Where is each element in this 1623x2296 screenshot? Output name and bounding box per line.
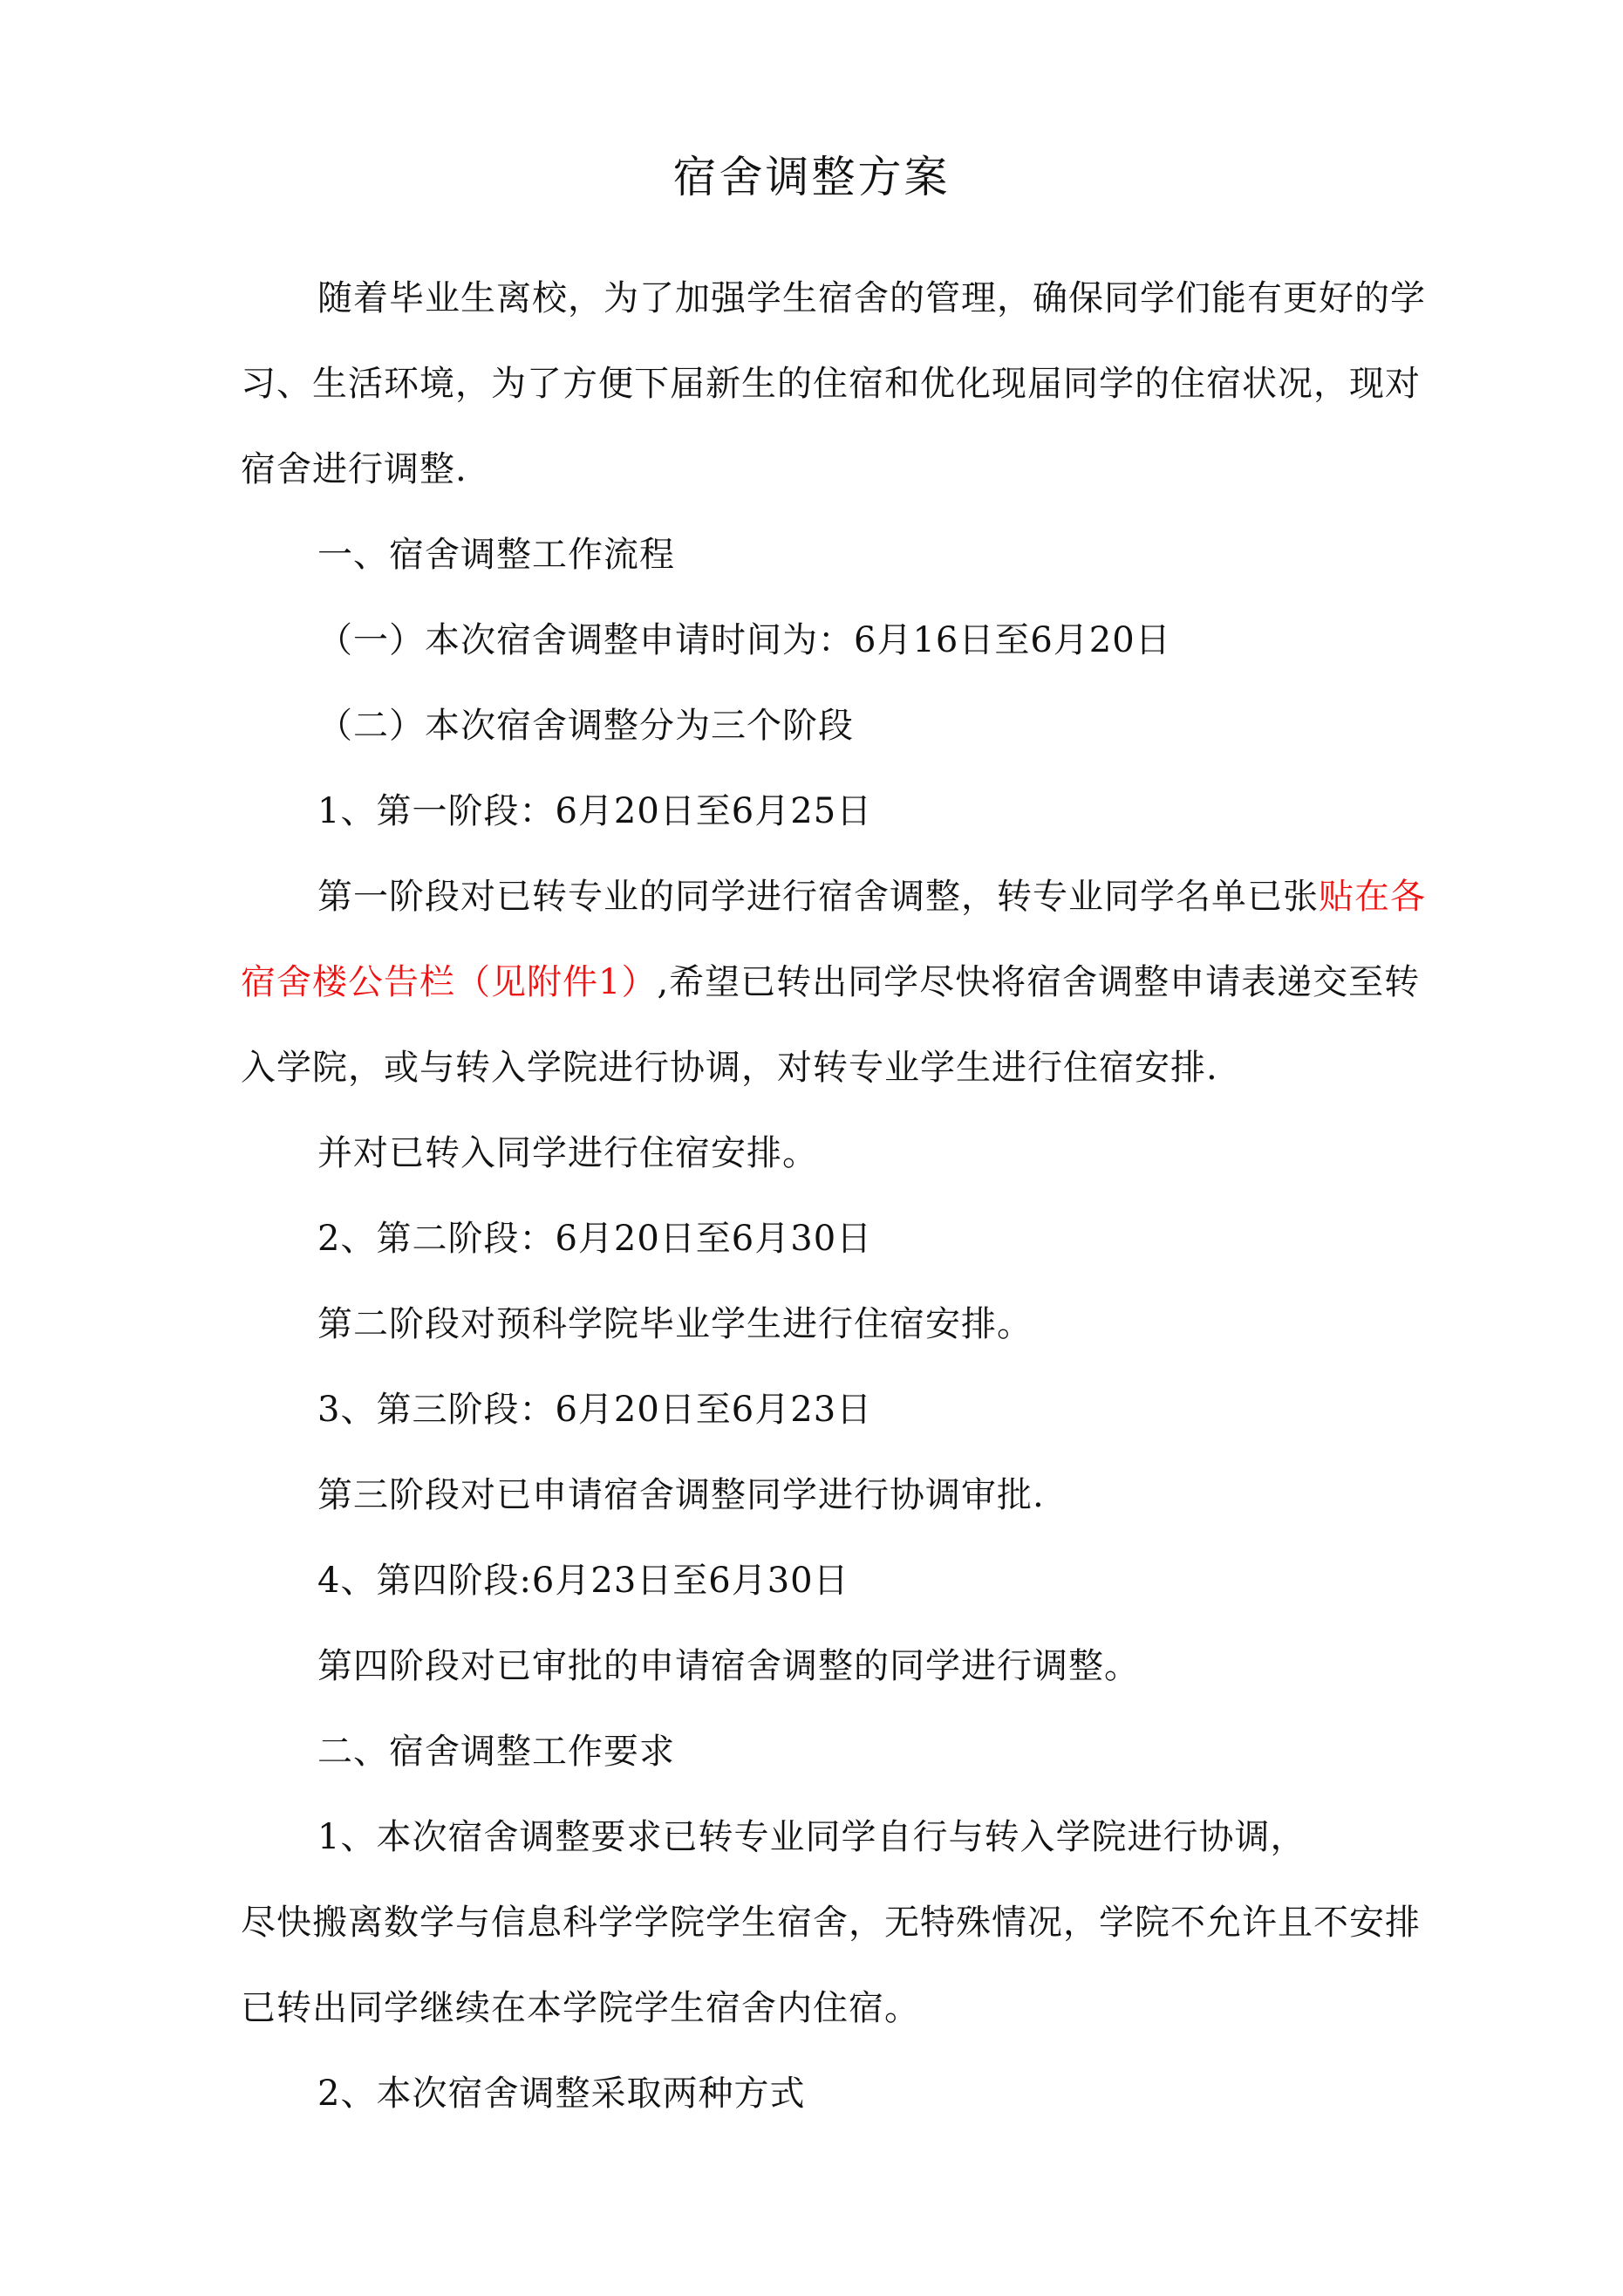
section1-heading: 一、宿舍调整工作流程: [317, 535, 675, 575]
stage1-para-line-1: [317, 871, 1426, 923]
stage1-para-line-1-text: 第一阶段对已转专业的同学进行宿舍调整，转专业同学名单已张: [317, 877, 1319, 917]
req1-line-2: 尽快搬离数学与信息科学学院学生宿舍，无特殊情况，学院不允许且不安排: [241, 1903, 1421, 1943]
stage2-label: 2、第二阶段：6月20日至6月30日: [317, 1219, 873, 1259]
stage1-para-line-3: 入学院，或与转入学院进行协调，对转专业学生进行住宿安排.: [241, 1048, 1218, 1088]
section1-item1: （一）本次宿舍调整申请时间为：6月16日至6月20日: [317, 620, 1171, 660]
document-title: 宿舍调整方案: [672, 152, 951, 202]
stage1-highlight-start: 贴在各: [1319, 877, 1426, 917]
stage1-highlight-end: 宿舍楼公告栏（见附件1）: [241, 962, 658, 1002]
stage2-para: 第二阶段对预科学院毕业学生进行住宿安排。: [317, 1304, 1033, 1344]
req1-line-3: 已转出同学继续在本学院学生宿舍内住宿。: [241, 1988, 920, 2028]
section1-item2: （二）本次宿舍调整分为三个阶段: [317, 706, 854, 746]
req1-line-1: 1、本次宿舍调整要求已转专业同学自行与转入学院进行协调，: [317, 1817, 1306, 1857]
stage3-para: 第三阶段对已申请宿舍调整同学进行协调审批.: [317, 1475, 1045, 1515]
section2-heading: 二、宿舍调整工作要求: [317, 1732, 675, 1772]
stage1-para-line-2-text: ,希望已转出同学尽快将宿舍调整申请表递交至转: [657, 962, 1421, 1002]
req2-line: 2、本次宿舍调整采取两种方式: [317, 2074, 806, 2114]
stage1-para-line-2: [241, 956, 1420, 1008]
stage1-label: 1、第一阶段：6月20日至6月25日: [317, 791, 873, 831]
stage4-para: 第四阶段对已审批的申请宿舍调整的同学进行调整。: [317, 1646, 1140, 1686]
stage3-label: 3、第三阶段：6月20日至6月23日: [317, 1390, 873, 1430]
stage1-para-2: 并对已转入同学进行住宿安排。: [317, 1133, 818, 1173]
stage4-label: 4、第四阶段:6月23日至6月30日: [317, 1561, 849, 1601]
intro-line-3: 宿舍进行调整.: [241, 449, 467, 489]
intro-line-2: 习、生活环境，为了方便下届新生的住宿和优化现届同学的住宿状况，现对: [241, 364, 1421, 404]
intro-line-1: 随着毕业生离校，为了加强学生宿舍的管理，确保同学们能有更好的学: [317, 278, 1426, 318]
